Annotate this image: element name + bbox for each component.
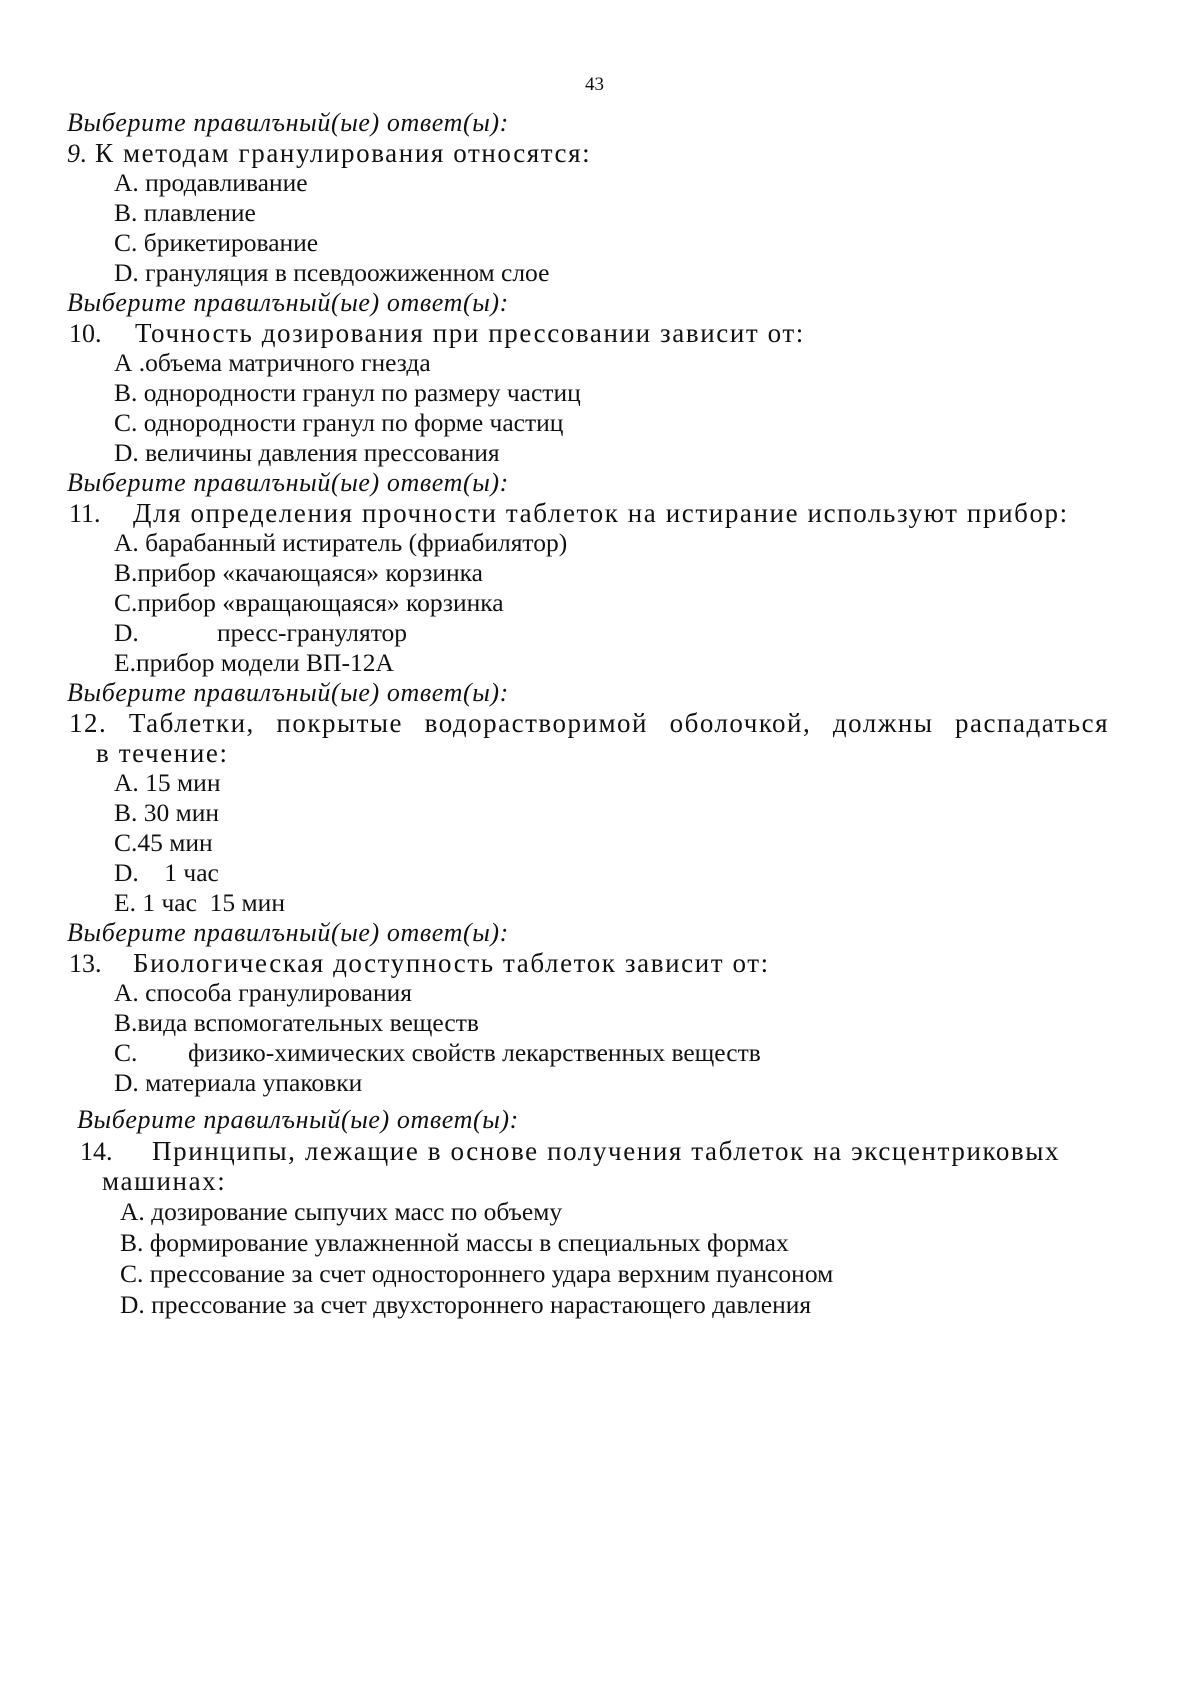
question-number: 13.	[69, 949, 102, 978]
question-text: Биологическая доступность таблеток зависит от:	[133, 948, 770, 978]
option: D. материала упаковки	[114, 1068, 363, 1097]
option: С.прибор «вращающаяся» корзинка	[114, 588, 504, 617]
question-text: Для определения прочности таблеток на истирание используют прибор:	[133, 498, 1069, 528]
question-text: Принципы, лежащие в основе получения таблеток на эксцентриковых	[152, 1136, 1061, 1166]
option-letter: С.	[114, 1038, 138, 1067]
instruction: Выберите правилъный(ые) ответ(ы):	[77, 1105, 519, 1134]
option: В. однородности гранул по размеру частиц	[114, 378, 581, 407]
option: В.прибор «качающаяся» корзинка	[114, 558, 483, 587]
question-number: 9.	[67, 139, 88, 168]
instruction: Выберите правилъный(ые) ответ(ы):	[67, 288, 509, 317]
option: А .объема матричного гнезда	[114, 348, 431, 377]
instruction: Выберите правилъный(ые) ответ(ы):	[67, 678, 509, 707]
option: А. продавливание	[114, 168, 308, 197]
option: А. 15 мин	[114, 768, 221, 797]
option: D. прессование за счет двухстороннего нарастающего давления	[120, 1290, 812, 1319]
option: Е. 1 час 15 мин	[114, 888, 285, 917]
option: Е.прибор модели ВП-12А	[114, 648, 394, 677]
question-14	[80, 1136, 1060, 1167]
question-number: 11.	[69, 499, 101, 528]
question-text: Таблетки, покрытые водорастворимой оболочкой, должны распадаться	[128, 708, 1109, 738]
option-text: пресс-гранулятор	[217, 618, 408, 647]
option-letter: D.	[114, 618, 139, 647]
instruction: Выберите правилъный(ые) ответ(ы):	[67, 918, 509, 947]
option: С. прессование за счет одностороннего удара верхним пуансоном	[120, 1259, 834, 1288]
option: D. 1 час	[114, 858, 219, 887]
question-13	[69, 948, 770, 979]
option: В.вида вспомогательных веществ	[114, 1008, 479, 1037]
question-12	[69, 708, 1109, 738]
option: С.45 мин	[114, 828, 213, 857]
question-number: 12.	[69, 708, 108, 738]
instruction: Выберите правилъный(ые) ответ(ы):	[67, 468, 509, 497]
option: В. 30 мин	[114, 798, 220, 827]
question-text: Точность дозирования при прессовании зависит от:	[135, 318, 805, 348]
option: А. дозирование сыпучих масс по объему	[120, 1197, 563, 1226]
question-11	[69, 498, 1069, 529]
option: С. однородности гранул по форме частиц	[114, 408, 564, 437]
question-text-continued: машинах:	[102, 1166, 227, 1196]
option: С. брикетирование	[114, 228, 319, 257]
question-9	[67, 138, 591, 169]
instruction: Выберите правилъный(ые) ответ(ы):	[67, 108, 509, 137]
option	[114, 1038, 761, 1068]
question-text-line	[69, 708, 1109, 738]
option: D. величины давления прессования	[114, 438, 500, 467]
option: В. плавление	[114, 198, 256, 227]
page-number: 43	[585, 74, 604, 95]
question-text-continued: в течение:	[96, 738, 229, 768]
question-10	[69, 318, 805, 349]
question-number: 10.	[69, 319, 102, 348]
question-text: К методам гранулирования относятся:	[95, 138, 592, 168]
option: D. грануляция в псевдоожиженном слое	[114, 258, 550, 287]
option-text: физико-химических свойств лекарственных веществ	[188, 1038, 761, 1067]
question-number: 14.	[80, 1137, 113, 1166]
option: А. способа гранулирования	[114, 978, 412, 1007]
option	[114, 618, 407, 648]
option: В. формирование увлажненной массы в специальных формах	[120, 1228, 789, 1257]
option: А. барабанный истиратель (фриабилятор)	[114, 528, 568, 557]
